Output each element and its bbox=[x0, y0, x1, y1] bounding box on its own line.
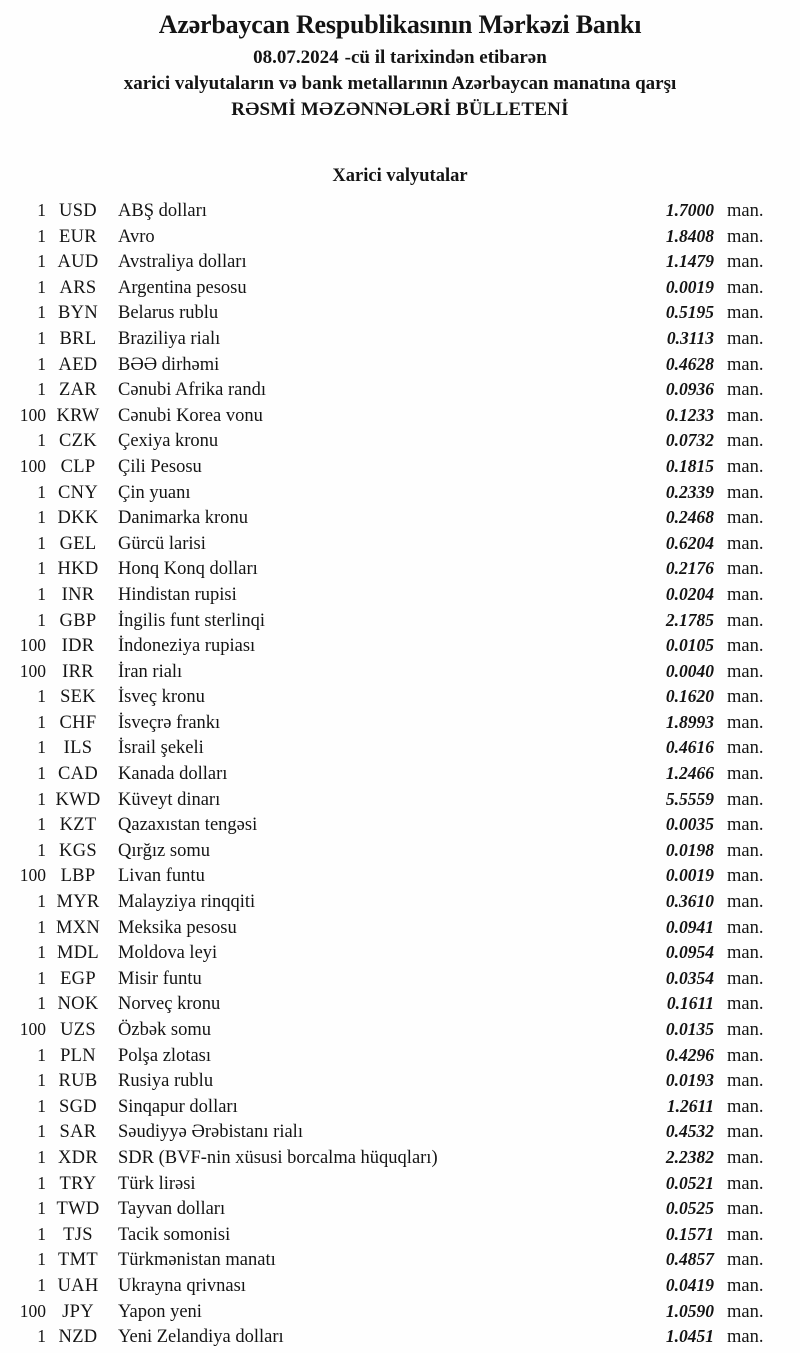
currency-name-cell: Qazaxıstan tengəsi bbox=[118, 815, 258, 836]
currency-code-cell: GBP bbox=[59, 610, 97, 631]
rate-cell: 0.2468 bbox=[665, 507, 714, 528]
nominal-cell: 1 bbox=[37, 1044, 46, 1065]
nominal-cell: 1 bbox=[37, 583, 46, 604]
nominal-cell: 1 bbox=[37, 763, 46, 784]
currency-name-cell: Cənubi Korea vonu bbox=[118, 405, 263, 426]
unit-cell: man. bbox=[727, 405, 764, 426]
nominal-cell: 1 bbox=[37, 1121, 46, 1142]
nominal-cell: 1 bbox=[37, 532, 46, 553]
nominal-cell: 1 bbox=[37, 609, 46, 630]
currency-code-cell: BYN bbox=[58, 303, 98, 324]
currency-code-cell: KZT bbox=[59, 815, 97, 836]
nominal-cell: 1 bbox=[37, 507, 46, 528]
nominal-cell: 1 bbox=[37, 788, 46, 809]
currency-name-cell: Səudiyyə Ərəbistanı rialı bbox=[118, 1122, 303, 1143]
unit-cell: man. bbox=[727, 533, 764, 554]
table-row bbox=[0, 582, 800, 608]
rate-cell: 0.0419 bbox=[665, 1274, 714, 1295]
nominal-cell: 1 bbox=[37, 302, 46, 323]
currency-name-cell: SDR (BVF-nin xüsusi borcalma hüquqları) bbox=[118, 1147, 438, 1168]
rate-cell: 0.4532 bbox=[665, 1121, 714, 1142]
currency-name-cell: Gürcü larisi bbox=[118, 533, 206, 554]
nominal-cell: 1 bbox=[37, 379, 46, 400]
currency-code-cell: UAH bbox=[57, 1275, 99, 1296]
currency-name-cell: İngilis funt sterlinqi bbox=[118, 610, 265, 631]
table-row bbox=[0, 684, 800, 710]
nominal-cell: 1 bbox=[37, 839, 46, 860]
table-row bbox=[0, 300, 800, 326]
currency-code-cell: KGS bbox=[59, 840, 97, 861]
currency-code-cell: XDR bbox=[58, 1147, 98, 1168]
currency-code-cell: JPY bbox=[62, 1301, 94, 1322]
bulletin-header bbox=[0, 0, 800, 123]
currency-name-cell: Sinqapur dolları bbox=[118, 1096, 238, 1117]
currency-code-cell: TRY bbox=[59, 1173, 97, 1194]
table-row bbox=[0, 1119, 800, 1145]
unit-cell: man. bbox=[727, 431, 764, 452]
currency-name-cell: Norveç kronu bbox=[118, 994, 221, 1015]
rate-cell: 0.2339 bbox=[665, 481, 714, 502]
currency-code-cell: CAD bbox=[58, 764, 98, 785]
unit-cell: man. bbox=[727, 328, 764, 349]
nominal-cell: 1 bbox=[37, 1274, 46, 1295]
nominal-cell: 1 bbox=[37, 1249, 46, 1270]
unit-cell: man. bbox=[727, 687, 764, 708]
currency-code-cell: ARS bbox=[59, 277, 97, 298]
currency-code-cell: ZAR bbox=[59, 380, 97, 401]
table-row bbox=[0, 787, 800, 813]
unit-cell: man. bbox=[727, 201, 764, 221]
currency-name-cell: Avstraliya dolları bbox=[118, 252, 247, 273]
table-row bbox=[0, 812, 800, 838]
currency-code-cell: MYR bbox=[56, 892, 100, 913]
rate-cell: 0.4857 bbox=[665, 1249, 714, 1270]
table-row bbox=[0, 1171, 800, 1197]
currency-name-cell: Hindistan rupisi bbox=[118, 584, 237, 605]
currency-name-cell: Qırğız somu bbox=[118, 840, 210, 861]
rate-cell: 0.1815 bbox=[665, 455, 714, 476]
rate-cell: 0.0204 bbox=[665, 583, 714, 604]
unit-cell: man. bbox=[727, 994, 764, 1015]
unit-cell: man. bbox=[727, 1147, 764, 1168]
unit-cell: man. bbox=[727, 508, 764, 529]
nominal-cell: 1 bbox=[37, 686, 46, 707]
unit-cell: man. bbox=[727, 968, 764, 989]
nominal-cell: 100 bbox=[19, 660, 46, 681]
unit-cell: man. bbox=[727, 1045, 764, 1066]
table-row bbox=[0, 1068, 800, 1094]
currency-code-cell: NZD bbox=[58, 1327, 98, 1348]
rate-cell: 1.0590 bbox=[665, 1300, 714, 1321]
currency-name-cell: İsveç kronu bbox=[118, 687, 205, 708]
unit-cell: man. bbox=[727, 482, 764, 503]
rate-cell: 0.0525 bbox=[665, 1198, 714, 1219]
rate-cell: 0.1571 bbox=[665, 1223, 714, 1244]
rate-cell: 0.5195 bbox=[665, 302, 714, 323]
rate-cell: 0.6204 bbox=[665, 532, 714, 553]
rate-cell: 0.4616 bbox=[665, 737, 714, 758]
nominal-cell: 1 bbox=[37, 430, 46, 451]
nominal-cell: 1 bbox=[37, 711, 46, 732]
nominal-cell: 1 bbox=[37, 200, 46, 220]
table-row bbox=[0, 940, 800, 966]
currency-name-cell: Belarus rublu bbox=[118, 303, 219, 324]
rate-cell: 0.1620 bbox=[665, 686, 714, 707]
rate-cell: 1.2466 bbox=[665, 763, 714, 784]
currency-name-cell: Yeni Zelandiya dolları bbox=[118, 1327, 284, 1348]
effective-date-line bbox=[0, 45, 800, 71]
nominal-cell: 1 bbox=[37, 353, 46, 374]
table-row bbox=[0, 1247, 800, 1273]
currency-code-cell: TWD bbox=[56, 1199, 100, 1220]
unit-cell: man. bbox=[727, 892, 764, 913]
nominal-cell: 1 bbox=[37, 1223, 46, 1244]
rate-cell: 1.0451 bbox=[665, 1326, 714, 1347]
table-row bbox=[0, 556, 800, 582]
currency-code-cell: TMT bbox=[58, 1250, 98, 1271]
currency-name-cell: Ukrayna qrivnası bbox=[118, 1275, 246, 1296]
currency-code-cell: IRR bbox=[62, 661, 94, 682]
nominal-cell: 1 bbox=[37, 993, 46, 1014]
rate-cell: 1.1479 bbox=[665, 251, 714, 272]
table-row bbox=[0, 1196, 800, 1222]
bank-title: Azərbaycan Respublikasının Mərkəzi Bankı bbox=[158, 10, 642, 39]
rate-cell: 2.1785 bbox=[665, 609, 714, 630]
currency-name-cell: Meksika pesosu bbox=[118, 917, 237, 938]
currency-name-cell: İran rialı bbox=[118, 661, 183, 682]
nominal-cell: 1 bbox=[37, 276, 46, 297]
unit-cell: man. bbox=[727, 456, 764, 477]
unit-cell: man. bbox=[727, 252, 764, 273]
table-row bbox=[0, 659, 800, 685]
currency-code-cell: AED bbox=[58, 354, 98, 375]
currency-code-cell: DKK bbox=[57, 508, 99, 529]
currency-name-cell: Çili Pesosu bbox=[118, 456, 202, 477]
unit-cell: man. bbox=[727, 226, 764, 247]
nominal-cell: 1 bbox=[37, 225, 46, 246]
currency-code-cell: CZK bbox=[59, 431, 97, 452]
currency-name-cell: Türkmənistan manatı bbox=[118, 1250, 276, 1271]
currency-name-cell: Cənubi Afrika randı bbox=[118, 380, 266, 401]
bulletin-title: RƏSMİ MƏZƏNNƏLƏRİ BÜLLETENİ bbox=[231, 99, 569, 120]
currency-code-cell: MXN bbox=[55, 917, 101, 938]
currency-name-cell: Moldova leyi bbox=[118, 943, 218, 964]
table-row bbox=[0, 889, 800, 915]
currency-code-cell: INR bbox=[61, 584, 95, 605]
table-row bbox=[0, 454, 800, 480]
unit-cell: man. bbox=[727, 789, 764, 810]
unit-cell: man. bbox=[727, 1327, 764, 1348]
rate-cell: 0.0941 bbox=[665, 916, 714, 937]
currency-name-cell: Yapon yeni bbox=[118, 1301, 202, 1322]
currency-code-cell: RUB bbox=[58, 1071, 98, 1092]
rate-cell: 0.0954 bbox=[665, 942, 714, 963]
table-row bbox=[0, 1299, 800, 1325]
currency-name-cell: Kanada dolları bbox=[118, 764, 228, 785]
table-row bbox=[0, 1222, 800, 1248]
currency-code-cell: IDR bbox=[61, 636, 95, 657]
nominal-cell: 1 bbox=[37, 967, 46, 988]
nominal-cell: 1 bbox=[37, 1070, 46, 1091]
rate-cell: 0.0354 bbox=[665, 967, 714, 988]
rate-cell: 0.0040 bbox=[665, 660, 714, 681]
unit-cell: man. bbox=[727, 917, 764, 938]
rate-cell: 1.2611 bbox=[666, 1095, 714, 1116]
rate-cell: 1.7000 bbox=[665, 200, 714, 220]
rate-cell: 0.4628 bbox=[665, 353, 714, 374]
unit-cell: man. bbox=[727, 1275, 764, 1296]
nominal-cell: 100 bbox=[19, 865, 46, 886]
table-row bbox=[0, 761, 800, 787]
rate-cell: 0.0105 bbox=[665, 635, 714, 656]
nominal-cell: 1 bbox=[37, 814, 46, 835]
table-row bbox=[0, 915, 800, 941]
table-row bbox=[0, 224, 800, 250]
rate-cell: 0.0521 bbox=[665, 1172, 714, 1193]
unit-cell: man. bbox=[727, 1122, 764, 1143]
currency-name-cell: Misir funtu bbox=[118, 968, 202, 989]
currency-code-cell: SGD bbox=[59, 1096, 97, 1117]
currency-code-cell: TJS bbox=[63, 1224, 93, 1245]
rate-cell: 0.1611 bbox=[666, 993, 714, 1014]
rate-cell: 0.1233 bbox=[665, 404, 714, 425]
rate-cell: 0.0198 bbox=[665, 839, 714, 860]
table-row bbox=[0, 1017, 800, 1043]
currency-name-cell: Polşa zlotası bbox=[118, 1045, 212, 1066]
currency-code-cell: CHF bbox=[59, 712, 97, 733]
unit-cell: man. bbox=[727, 738, 764, 759]
currency-code-cell: AUD bbox=[57, 252, 99, 273]
currency-code-cell: SAR bbox=[59, 1122, 97, 1143]
currency-name-cell: Rusiya rublu bbox=[118, 1071, 214, 1092]
currency-code-cell: PLN bbox=[60, 1045, 96, 1066]
section-title-foreign-currencies: Xarici valyutalar bbox=[332, 166, 468, 186]
unit-cell: man. bbox=[727, 1301, 764, 1322]
currency-name-cell: İsveçrə frankı bbox=[118, 712, 221, 733]
nominal-cell: 1 bbox=[37, 1172, 46, 1193]
table-row bbox=[0, 1043, 800, 1069]
rate-cell: 1.8408 bbox=[665, 225, 714, 246]
currency-name-cell: Çin yuanı bbox=[118, 482, 191, 503]
table-row bbox=[0, 505, 800, 531]
currency-name-cell: İsrail şekeli bbox=[118, 738, 204, 759]
currency-name-cell: Türk lirəsi bbox=[118, 1173, 196, 1194]
currency-name-cell: BƏƏ dirhəmi bbox=[118, 354, 220, 375]
unit-cell: man. bbox=[727, 380, 764, 401]
table-row bbox=[0, 991, 800, 1017]
rate-cell: 1.8993 bbox=[665, 711, 714, 732]
unit-cell: man. bbox=[727, 277, 764, 298]
currency-name-cell: İndoneziya rupiası bbox=[118, 636, 256, 657]
table-row bbox=[0, 1094, 800, 1120]
nominal-cell: 100 bbox=[19, 1300, 46, 1321]
nominal-cell: 1 bbox=[37, 1146, 46, 1167]
table-row bbox=[0, 377, 800, 403]
table-row bbox=[0, 403, 800, 429]
table-row bbox=[0, 735, 800, 761]
currency-code-cell: EUR bbox=[59, 226, 97, 247]
currency-name-cell: Tayvan dolları bbox=[118, 1199, 226, 1220]
rates-table bbox=[0, 198, 800, 1350]
rate-cell: 0.0193 bbox=[665, 1070, 714, 1091]
table-row bbox=[0, 608, 800, 634]
unit-cell: man. bbox=[727, 1020, 764, 1040]
unit-cell: man. bbox=[727, 1250, 764, 1271]
table-row bbox=[0, 428, 800, 454]
table-row bbox=[0, 863, 800, 889]
unit-cell: man. bbox=[727, 764, 764, 785]
currency-code-cell: KWD bbox=[55, 789, 101, 810]
currency-code-cell: LBP bbox=[60, 866, 96, 887]
effective-date: 08.07.2024 bbox=[253, 47, 339, 68]
unit-cell: man. bbox=[727, 943, 764, 964]
currency-name-cell: Braziliya rialı bbox=[118, 328, 221, 349]
nominal-cell: 1 bbox=[37, 481, 46, 502]
currency-name-cell: ABŞ dolları bbox=[118, 201, 207, 221]
nominal-cell: 1 bbox=[37, 1326, 46, 1347]
currency-name-cell: Özbək somu bbox=[118, 1020, 211, 1040]
unit-cell: man. bbox=[727, 815, 764, 836]
currency-name-cell: Tacik somonisi bbox=[118, 1224, 231, 1245]
nominal-cell: 1 bbox=[37, 737, 46, 758]
table-row bbox=[0, 838, 800, 864]
currency-code-cell: BRL bbox=[59, 328, 97, 349]
rate-cell: 0.3113 bbox=[666, 327, 714, 348]
rate-cell: 0.0019 bbox=[665, 276, 714, 297]
nominal-cell: 1 bbox=[37, 1198, 46, 1219]
currency-code-cell: CNY bbox=[58, 482, 98, 503]
table-row bbox=[0, 531, 800, 557]
rate-cell: 0.0936 bbox=[665, 379, 714, 400]
table-row bbox=[0, 1324, 800, 1350]
nominal-cell: 1 bbox=[37, 942, 46, 963]
unit-cell: man. bbox=[727, 1096, 764, 1117]
rate-cell: 0.2176 bbox=[665, 558, 714, 579]
nominal-cell: 100 bbox=[19, 455, 46, 476]
table-row bbox=[0, 966, 800, 992]
table-row bbox=[0, 352, 800, 378]
table-row bbox=[0, 633, 800, 659]
table-row bbox=[0, 710, 800, 736]
nominal-cell: 1 bbox=[37, 558, 46, 579]
currency-code-cell: UZS bbox=[60, 1020, 96, 1040]
currency-name-cell: Livan funtu bbox=[118, 866, 205, 887]
unit-cell: man. bbox=[727, 866, 764, 887]
currency-name-cell: Küveyt dinarı bbox=[118, 789, 221, 810]
table-row bbox=[0, 480, 800, 506]
currency-code-cell: USD bbox=[59, 201, 97, 221]
unit-cell: man. bbox=[727, 559, 764, 580]
currency-code-cell: SEK bbox=[60, 687, 96, 708]
nominal-cell: 100 bbox=[19, 404, 46, 425]
nominal-cell: 1 bbox=[37, 251, 46, 272]
table-row bbox=[0, 275, 800, 301]
nominal-cell: 100 bbox=[19, 1019, 46, 1039]
table-row bbox=[0, 1273, 800, 1299]
nominal-cell: 1 bbox=[37, 1095, 46, 1116]
table-row bbox=[0, 1145, 800, 1171]
nominal-cell: 100 bbox=[19, 635, 46, 656]
unit-cell: man. bbox=[727, 354, 764, 375]
currency-code-cell: EGP bbox=[60, 968, 96, 989]
rate-cell: 0.0732 bbox=[665, 430, 714, 451]
rate-cell: 0.0035 bbox=[665, 814, 714, 835]
currency-name-cell: Avro bbox=[118, 226, 155, 247]
bulletin-subtitle: xarici valyutaların və bank metallarının Azərbaycan manatına qarşı bbox=[123, 73, 677, 94]
effective-date-suffix: -cü il tarixindən etibarən bbox=[344, 47, 547, 68]
currency-code-cell: HKD bbox=[57, 559, 99, 580]
unit-cell: man. bbox=[727, 1173, 764, 1194]
rate-cell: 0.0019 bbox=[665, 865, 714, 886]
unit-cell: man. bbox=[727, 661, 764, 682]
currency-code-cell: NOK bbox=[57, 994, 99, 1015]
unit-cell: man. bbox=[727, 610, 764, 631]
rate-cell: 0.3610 bbox=[665, 891, 714, 912]
unit-cell: man. bbox=[727, 1071, 764, 1092]
currency-code-cell: ILS bbox=[63, 738, 93, 759]
currency-name-cell: Honq Konq dolları bbox=[118, 559, 258, 580]
table-row bbox=[0, 198, 800, 224]
nominal-cell: 1 bbox=[37, 327, 46, 348]
unit-cell: man. bbox=[727, 303, 764, 324]
rate-cell: 5.5559 bbox=[665, 788, 714, 809]
nominal-cell: 1 bbox=[37, 916, 46, 937]
currency-code-cell: GEL bbox=[59, 533, 97, 554]
table-row bbox=[0, 326, 800, 352]
currency-code-cell: CLP bbox=[60, 456, 96, 477]
currency-name-cell: Malayziya rinqqiti bbox=[118, 892, 256, 913]
currency-name-cell: Argentina pesosu bbox=[118, 277, 247, 298]
table-row bbox=[0, 249, 800, 275]
unit-cell: man. bbox=[727, 1199, 764, 1220]
currency-code-cell: KRW bbox=[56, 405, 100, 426]
rate-cell: 0.4296 bbox=[665, 1044, 714, 1065]
unit-cell: man. bbox=[727, 712, 764, 733]
currency-code-cell: MDL bbox=[56, 943, 99, 964]
rate-cell: 2.2382 bbox=[665, 1146, 714, 1167]
unit-cell: man. bbox=[727, 636, 764, 657]
nominal-cell: 1 bbox=[37, 891, 46, 912]
currency-name-cell: Çexiya kronu bbox=[118, 431, 219, 452]
unit-cell: man. bbox=[727, 1224, 764, 1245]
unit-cell: man. bbox=[727, 584, 764, 605]
rate-cell: 0.0135 bbox=[665, 1019, 714, 1039]
currency-name-cell: Danimarka kronu bbox=[118, 508, 248, 529]
unit-cell: man. bbox=[727, 840, 764, 861]
